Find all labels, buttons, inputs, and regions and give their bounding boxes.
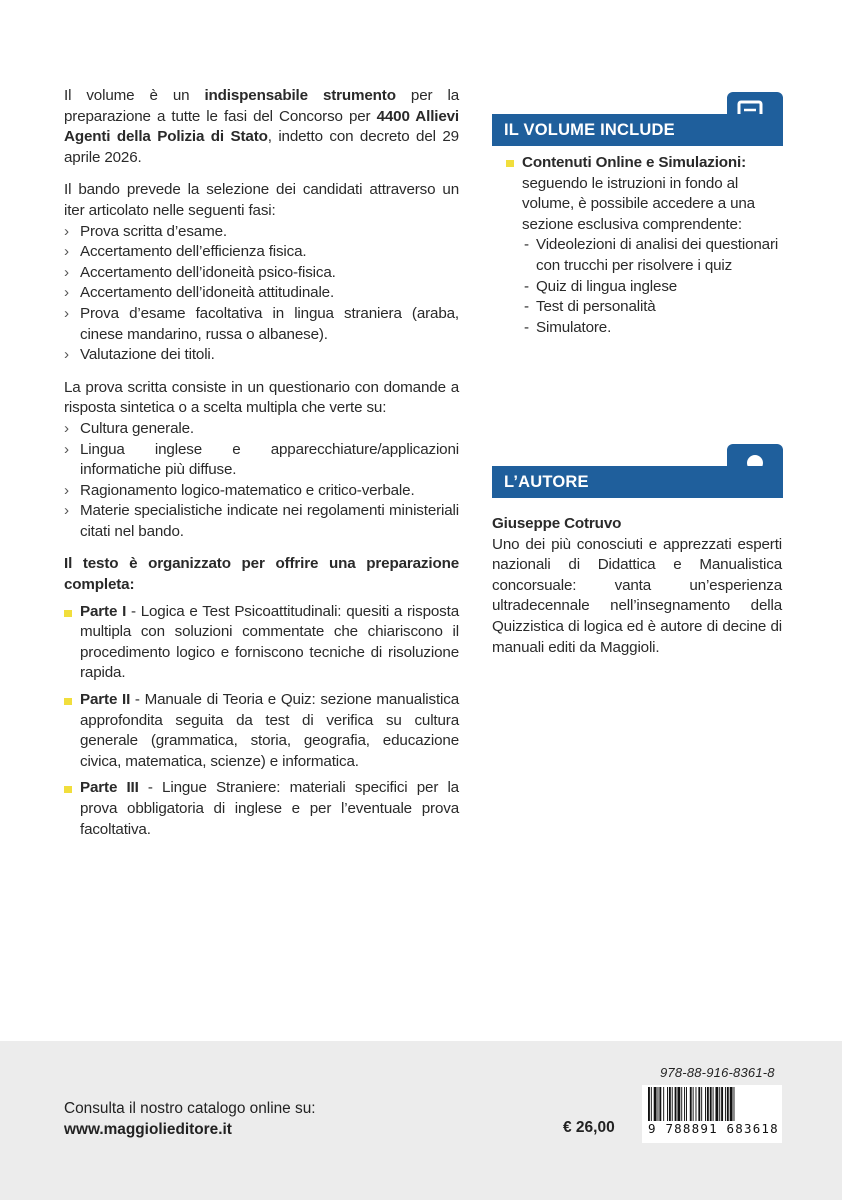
list-item: › Prova scritta d’esame. <box>64 222 459 243</box>
footer <box>0 1041 842 1200</box>
catalog-text: Consulta il nostro catalogo online su: <box>64 1100 316 1117</box>
chevron-right-icon: › <box>64 502 69 520</box>
list-item: › Materie specialistiche indicate nei regolamenti ministeriali citati nel bando. <box>64 502 459 540</box>
barcode-digits: 9 788891 683618 <box>646 1121 782 1136</box>
list-item: Parte I - Logica e Test Psicoattitudinali: quesiti a risposta multipla con soluzioni commentate che chiariscono il procedimento logico e forniscono tecniche di risoluzione rapida. <box>64 602 459 684</box>
list-item: Parte III - Lingue Straniere: materiali specifici per la prova obbligatoria di inglese e per l’eventuale prova facoltativa. <box>64 778 459 840</box>
chevron-right-icon: › <box>64 243 69 261</box>
list-item: › Prova d’esame facoltativa in lingua straniera (araba, cinese mandarino, russa o albanese). <box>64 304 459 343</box>
topic-list <box>64 419 459 543</box>
list-item: - Videolezioni di analisi dei questionari con trucchi per risolvere i quiz <box>524 236 779 274</box>
chevron-right-icon: › <box>64 419 69 437</box>
square-bullet-icon <box>64 786 72 793</box>
list-item: › Lingua inglese e apparecchiature/applicazioni informatiche più diffuse. <box>64 440 459 479</box>
author-content <box>492 514 782 658</box>
square-bullet-icon <box>506 160 514 167</box>
chevron-right-icon: › <box>64 263 69 281</box>
exam-paragraph: La prova scritta consiste in un questionario con domande a risposta sintetica o a scelta multipla che verte su: <box>64 378 459 417</box>
list-item: - Quiz di lingua inglese <box>524 277 678 295</box>
list-item: › Accertamento dell’idoneità psico-fisica. <box>64 263 459 284</box>
chevron-right-icon: › <box>64 284 69 302</box>
chevron-right-icon: › <box>64 222 69 240</box>
chevron-right-icon: › <box>64 481 69 499</box>
catalog-link[interactable]: www.maggiolieditore.it <box>64 1121 232 1138</box>
list-item: - Simulatore. <box>524 318 612 336</box>
author-name: Giuseppe Cotruvo <box>492 515 622 532</box>
includes-title: Contenuti Online e Simulazioni: <box>506 153 782 174</box>
chevron-right-icon: › <box>64 346 69 364</box>
list-item: › Accertamento dell’efficienza fisica. <box>64 242 459 263</box>
parts-list <box>64 602 459 841</box>
author-header: L’AUTORE <box>492 466 782 498</box>
square-bullet-icon <box>64 698 72 705</box>
list-item: › Ragionamento logico-matematico e critico-verbale. <box>64 481 459 502</box>
includes-header: IL VOLUME INCLUDE <box>492 114 782 146</box>
price: € 26,00 <box>563 1119 615 1136</box>
chevron-right-icon: › <box>64 304 69 322</box>
selection-paragraph: Il bando prevede la selezione dei candidati attraverso un iter articolato nelle seguenti fasi: <box>64 181 459 219</box>
list-item: - Test di personalità <box>524 298 656 316</box>
author-bio: Uno dei più conosciuti e apprezzati esperti nazionali di Didattica e Manualistica concorsuale: vanta un’esperienza ultradecennale nell’insegnamento della Quizzistica di logica ed è autore di decine di manuali editi da Maggioli. <box>492 535 782 656</box>
includes-text: seguendo le istruzioni in fondo al volume, è possibile accedere a una sezione esclusiva comprendente: <box>522 174 755 233</box>
list-item: › Accertamento dell’idoneità attitudinale. <box>64 283 459 304</box>
chevron-right-icon: › <box>64 440 69 458</box>
barcode-bars <box>642 1085 782 1125</box>
includes-list <box>506 235 782 338</box>
description-column <box>64 86 459 846</box>
phase-list <box>64 222 459 366</box>
intro-paragraph: Il volume è un indispensabile strumento per la preparazione a tutte le fasi del Concorso per 4400 Allievi Agenti della Polizia di Stato, indetto con decreto del 29 aprile 2026. <box>64 87 459 166</box>
list-item: › Cultura generale. <box>64 419 459 440</box>
square-bullet-icon <box>64 610 72 617</box>
catalog-block <box>64 1098 316 1140</box>
includes-content <box>506 153 782 338</box>
organization-heading: Il testo è organizzato per offrire una preparazione completa: <box>64 555 459 594</box>
isbn: 978-88-916-8361-8 <box>660 1065 775 1080</box>
list-item: Parte II - Manuale di Teoria e Quiz: sezione manualistica approfondita seguita da test di verifica su cultura generale (grammatica, storia, geografia, educazione civica, matematica, scienze) e informatica. <box>64 690 459 772</box>
list-item: › Valutazione dei titoli. <box>64 345 459 366</box>
